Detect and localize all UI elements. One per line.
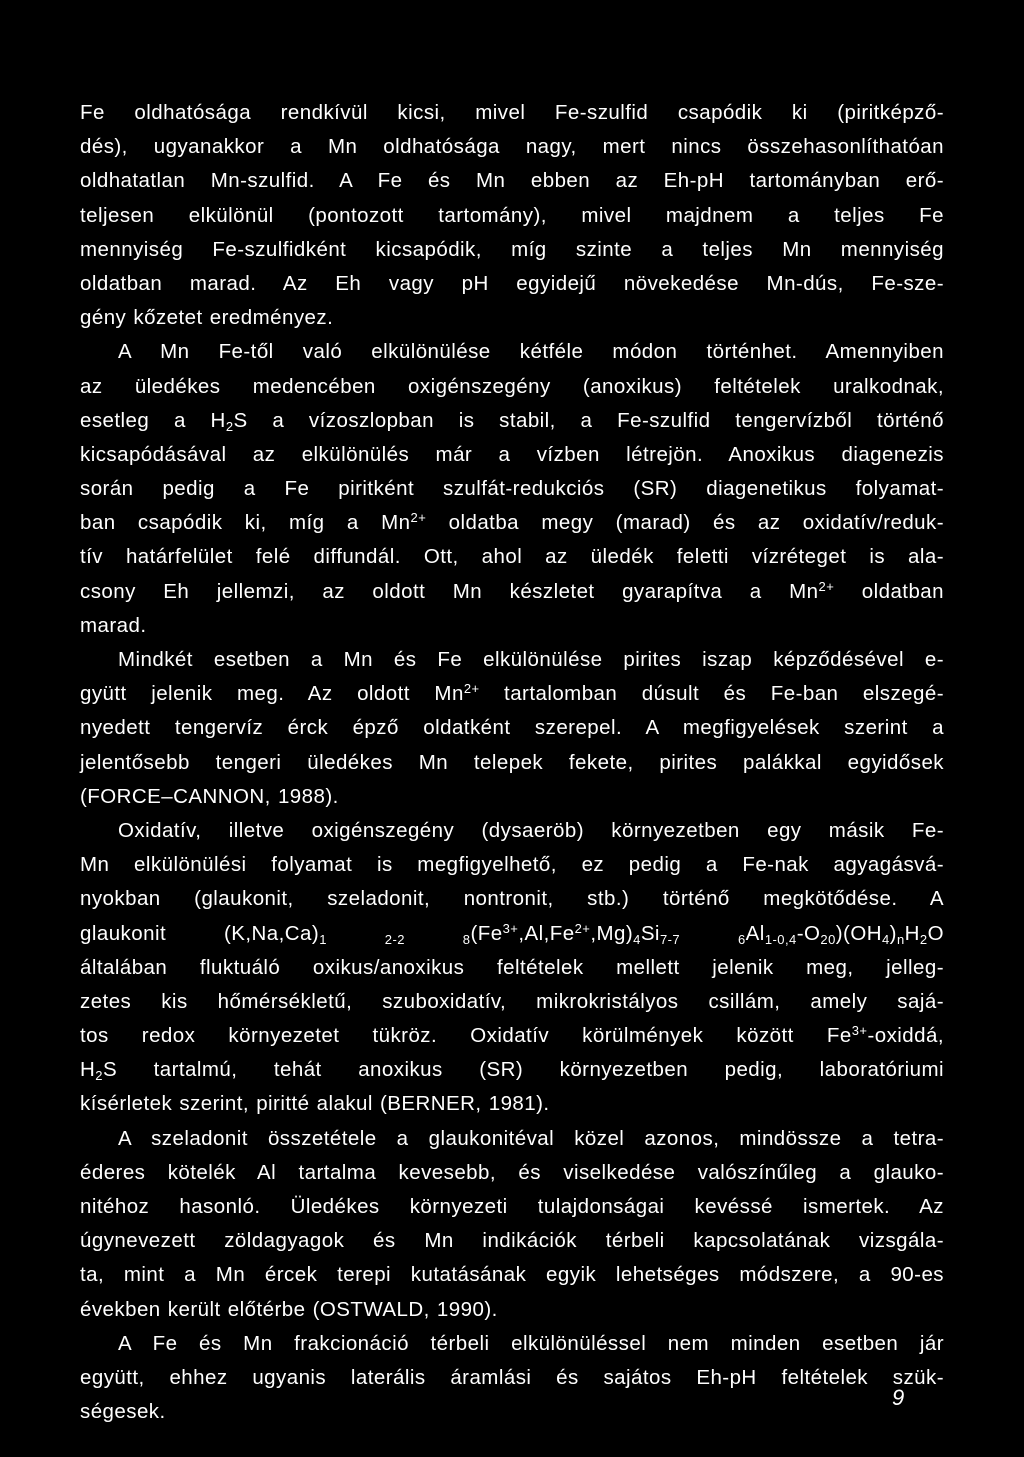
text-run: éderes kötelék Al tartalma kevesebb, és viselkedése valószínűleg a glauko- (80, 1160, 944, 1184)
text-run: együtt, ehhez ugyanis laterális áramlási és sajátos Eh-pH feltételek szük- (80, 1365, 944, 1389)
text-run (680, 922, 738, 945)
text-run: Oxidatív, illetve oxigénszegény (dysaeröb) környezetben egy másik Fe- (118, 818, 944, 842)
text-line (80, 404, 944, 438)
subscript: n (896, 931, 905, 947)
text-run: ban csapódik ki, míg a Mn (80, 511, 411, 535)
text-line (80, 711, 944, 745)
text-line (80, 917, 944, 951)
subscript: 2 (225, 418, 234, 434)
subscript: 8 (462, 931, 471, 947)
text-line (80, 848, 944, 882)
subscript: 20 (820, 931, 836, 947)
text-line (80, 575, 944, 609)
text-run: oldatba megy (marad) és az oxidatív/reduk- (426, 511, 945, 535)
superscript: 2+ (818, 578, 835, 594)
text-line (80, 1258, 944, 1292)
text-line (80, 780, 944, 814)
text-line (80, 130, 944, 164)
text-line (80, 506, 944, 540)
superscript: 2+ (574, 920, 591, 936)
text-run: -O (796, 921, 821, 945)
superscript: 3+ (502, 920, 519, 936)
text-line (80, 267, 944, 301)
text-line (80, 1327, 944, 1361)
text-line (80, 951, 944, 985)
text-run: Al (745, 921, 765, 945)
text-run: ta, mint a Mn ércek terepi kutatásának egyik lehetséges módszere, a 90-es (80, 1263, 944, 1287)
text-line (80, 814, 944, 848)
text-line (80, 746, 944, 780)
subscript: 7-7 (659, 931, 681, 947)
text-line (80, 1156, 944, 1190)
text-run: ségesek. (80, 1400, 166, 1424)
page-number: 9 (892, 1385, 905, 1410)
text-run: általában fluktuáló oxikus/anoxikus feltételek mellett jelenik meg, jelleg- (80, 955, 944, 979)
text-run (327, 922, 385, 945)
text-run: oldhatatlan Mn-szulfid. A Fe és Mn ebben az Eh-pH tartományban erő- (80, 169, 944, 193)
text-run: zetes kis hőmérsékletű, szuboxidatív, mikrokristályos csillám, amely sajá- (80, 989, 944, 1013)
text-line (80, 301, 944, 335)
text-run: kicsapódásával az elkülönülés már a vízben létrejön. Anoxikus diagenezis (80, 442, 944, 466)
text-run: Mn elkülönülési folyamat is megfigyelhető, ez pedig a Fe-nak agyagásvá- (80, 853, 944, 877)
text-run: csony Eh jellemzi, az oldott Mn készletet gyarapítva a Mn (80, 579, 819, 603)
text-run: jelentősebb tengeri üledékes Mn telepek fekete, pirites palákkal egyidősek (80, 750, 944, 774)
text-run: S tartalmú, tehát anoxikus (SR) környezetben pedig, laboratóriumi (102, 1058, 944, 1082)
text-run: )(OH (835, 921, 882, 945)
text-run: teljesen elkülönül (pontozott tartomány), mivel majdnem a teljes Fe (80, 203, 944, 227)
subscript: 6 (737, 931, 746, 947)
subscript: 2 (919, 931, 928, 947)
superscript: 2+ (463, 681, 480, 697)
text-run: során pedig a Fe piritként szulfát-redukciós (SR) diagenetikus folyamat- (80, 477, 944, 501)
text-run: tos redox környezetet tükröz. Oxidatív körülmények között Fe (80, 1024, 852, 1048)
text-line (80, 1053, 944, 1087)
text-line (80, 1190, 944, 1224)
text-run: ,Mg) (590, 921, 634, 945)
text-line (80, 1293, 944, 1327)
text-line (80, 643, 944, 677)
text-run: gyütt jelenik meg. Az oldott Mn (80, 682, 464, 706)
text-run: O (927, 921, 944, 945)
text-run: glaukonit (K,Na,Ca) (80, 921, 320, 945)
text-run: oldatban (834, 579, 945, 603)
text-run: oldatban marad. Az Eh vagy pH egyidejű növekedése Mn-dús, Fe-sze- (80, 271, 944, 295)
text-run: kísérletek szerint, piritté alakul (BERNER, 1981). (80, 1092, 550, 1116)
text-line (80, 1224, 944, 1258)
subscript: 4 (881, 931, 890, 947)
text-run: H (904, 921, 920, 945)
text-line (80, 985, 944, 1019)
text-run: esetleg a H (80, 408, 226, 432)
text-line (80, 370, 944, 404)
text-line (80, 1395, 944, 1429)
text-run: nyedett tengervíz érck épző oldatként szerepel. A megfigyelések szerint a (80, 716, 944, 740)
text-line (80, 233, 944, 267)
text-run: S a vízoszlopban is stabil, a Fe-szulfid tengervízből történő (233, 408, 944, 432)
text-line (80, 882, 944, 916)
superscript: 2+ (410, 510, 427, 526)
body-text (80, 96, 944, 1429)
text-line (80, 540, 944, 574)
text-run: nitéhoz hasonló. Üledékes környezeti tulajdonságai kevéssé ismertek. Az (80, 1195, 944, 1218)
text-line (80, 96, 944, 130)
text-run: A szeladonit összetétele a glaukonitéval közel azonos, mindössze a tetra- (118, 1126, 944, 1150)
text-line (80, 199, 944, 233)
subscript: 1-0,4 (764, 931, 797, 947)
text-run: (FORCE–CANNON, 1988). (80, 784, 339, 808)
text-run: A Fe és Mn frakcionáció térbeli elkülönüléssel nem minden esetben jár (118, 1331, 944, 1355)
text-line (80, 1361, 944, 1395)
text-run: -oxiddá, (867, 1024, 944, 1048)
text-run: úgynevezett zöldagyagok és Mn indikációk térbeli kapcsolatának vizsgála- (80, 1229, 944, 1253)
text-run: A Mn Fe-től való elkülönülése kétféle módon történhet. Amennyiben (118, 340, 944, 364)
text-run: (Fe (470, 921, 503, 945)
text-run: tív határfelület felé diffundál. Ott, ahol az üledék feletti vízréteget is ala- (80, 545, 944, 569)
text-line (80, 1122, 944, 1156)
text-run: ) (889, 921, 897, 945)
text-run: ,Al,Fe (518, 921, 575, 945)
text-line (80, 1019, 944, 1053)
text-line (80, 1087, 944, 1121)
subscript: 2-2 (384, 931, 405, 947)
text-run: években került előtérbe (OSTWALD, 1990). (80, 1297, 498, 1321)
text-run: mennyiség Fe-szulfidként kicsapódik, míg szinte a teljes Mn mennyiség (80, 237, 944, 261)
text-run: Si (640, 921, 660, 945)
text-line (80, 609, 944, 643)
subscript: 1 (319, 931, 327, 947)
text-run (405, 922, 463, 945)
text-line (80, 472, 944, 506)
text-run: tartalomban dúsult és Fe-ban elszegé- (479, 682, 944, 706)
text-run: dés), ugyanakkor a Mn oldhatósága nagy, mert nincs összehasonlíthatóan (80, 135, 944, 159)
text-run: Mindkét esetben a Mn és Fe elkülönülése pirites iszap képződésével e- (118, 648, 944, 671)
text-line (80, 164, 944, 198)
text-run: az üledékes medencében oxigénszegény (anoxikus) feltételek uralkodnak, (80, 374, 944, 398)
text-run: marad. (80, 613, 147, 637)
text-line (80, 438, 944, 472)
text-line (80, 677, 944, 711)
subscript: 2 (95, 1068, 103, 1084)
text-run: nyokban (glaukonit, szeladonit, nontronit, stb.) történő megkötődése. A (80, 887, 944, 911)
superscript: 3+ (851, 1023, 868, 1039)
text-line (80, 335, 944, 369)
text-run: gény kőzetet eredményez. (80, 306, 334, 330)
text-run: H (80, 1058, 96, 1082)
text-run: Fe oldhatósága rendkívül kicsi, mivel Fe-szulfid csapódik ki (piritképző- (80, 101, 944, 124)
subscript: 4 (633, 931, 641, 947)
